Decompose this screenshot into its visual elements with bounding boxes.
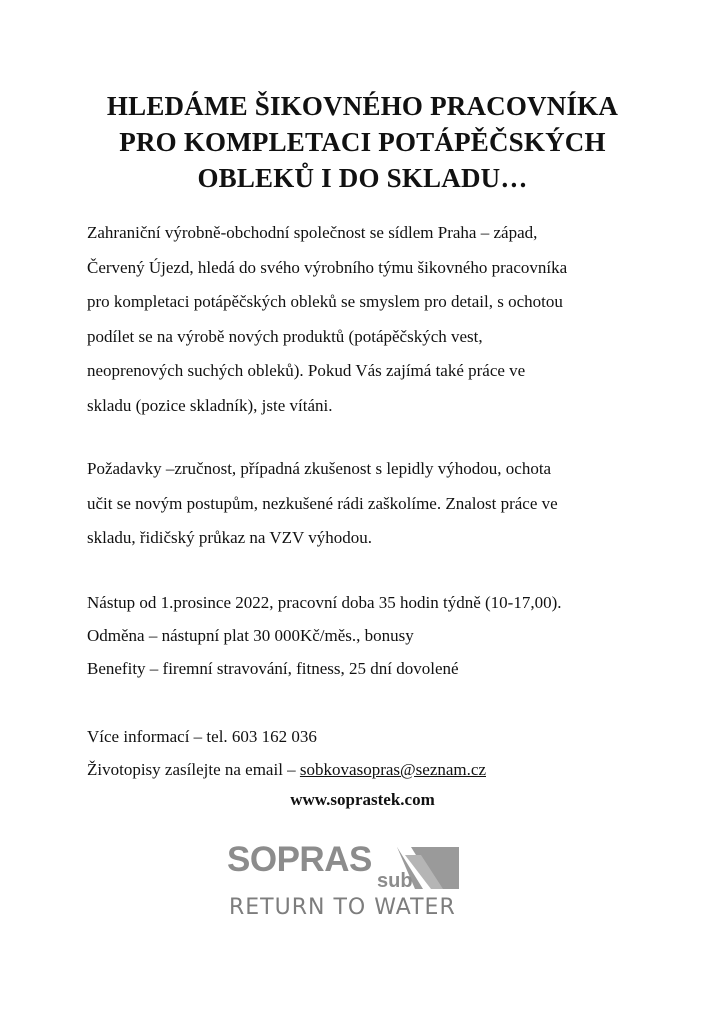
phone-line: Více informací – tel. 603 162 036 [87, 727, 317, 746]
terms-paragraph [87, 586, 687, 685]
requirements-paragraph [87, 452, 687, 556]
intro-line: skladu (pozice skladník), jste vítáni. [87, 395, 333, 415]
headline-line: HLEDÁME ŠIKOVNÉHO PRACOVNÍKA [106, 91, 619, 121]
requirements-line: učit se novým postupům, nezkušené rádi zaškolíme. Znalost práce ve [87, 493, 558, 513]
logo-sub-text: sub [377, 870, 413, 892]
requirements-line: skladu, řidičský průkaz na VZV výhodou. [87, 528, 373, 547]
headline [40, 88, 685, 196]
intro-line: Zahraniční výrobně-obchodní společnost se sídlem Praha – západ, [87, 223, 538, 242]
cv-email-line [87, 753, 687, 786]
benefits-line: Benefity – firemní stravování, fitness, 25 dní dovolené [87, 659, 459, 678]
email-link[interactable]: sobkovasopras@seznam.cz [299, 760, 486, 779]
sopras-sub-logo [227, 840, 467, 925]
headline-line: OBLEKŮ I DO SKLADU… [197, 163, 528, 193]
start-date-line: Nástup od 1.prosince 2022, pracovní doba 35 hodin týdně (10-17,00). [87, 593, 562, 612]
contact-paragraph [87, 720, 687, 786]
logo-brand-text: SOPRAS [227, 840, 372, 879]
intro-paragraph [87, 216, 687, 423]
cv-email-prefix: Životopisy zasílejte na email – [87, 760, 300, 779]
requirements-line: Požadavky –zručnost, případná zkušenost s lepidly výhodou, ochota [87, 459, 552, 478]
intro-line: Červený Újezd, hledá do svého výrobního týmu šikovného pracovníka [87, 257, 568, 277]
headline-line: PRO KOMPLETACI POTÁPĚČSKÝCH [119, 127, 606, 157]
intro-line: pro kompletaci potápěčských obleků se smyslem pro detail, s ochotou [87, 292, 563, 311]
intro-line: neoprenových suchých obleků). Pokud Vás zajímá také práce ve [87, 361, 526, 380]
intro-line: podílet se na výrobě nových produktů (potápěčských vest, [87, 326, 483, 346]
logo-tagline: RETURN TO WATER [229, 895, 456, 920]
salary-line: Odměna – nástupní plat 30 000Kč/měs., bonusy [87, 626, 414, 645]
website-link[interactable]: www.soprastek.com [290, 790, 435, 809]
